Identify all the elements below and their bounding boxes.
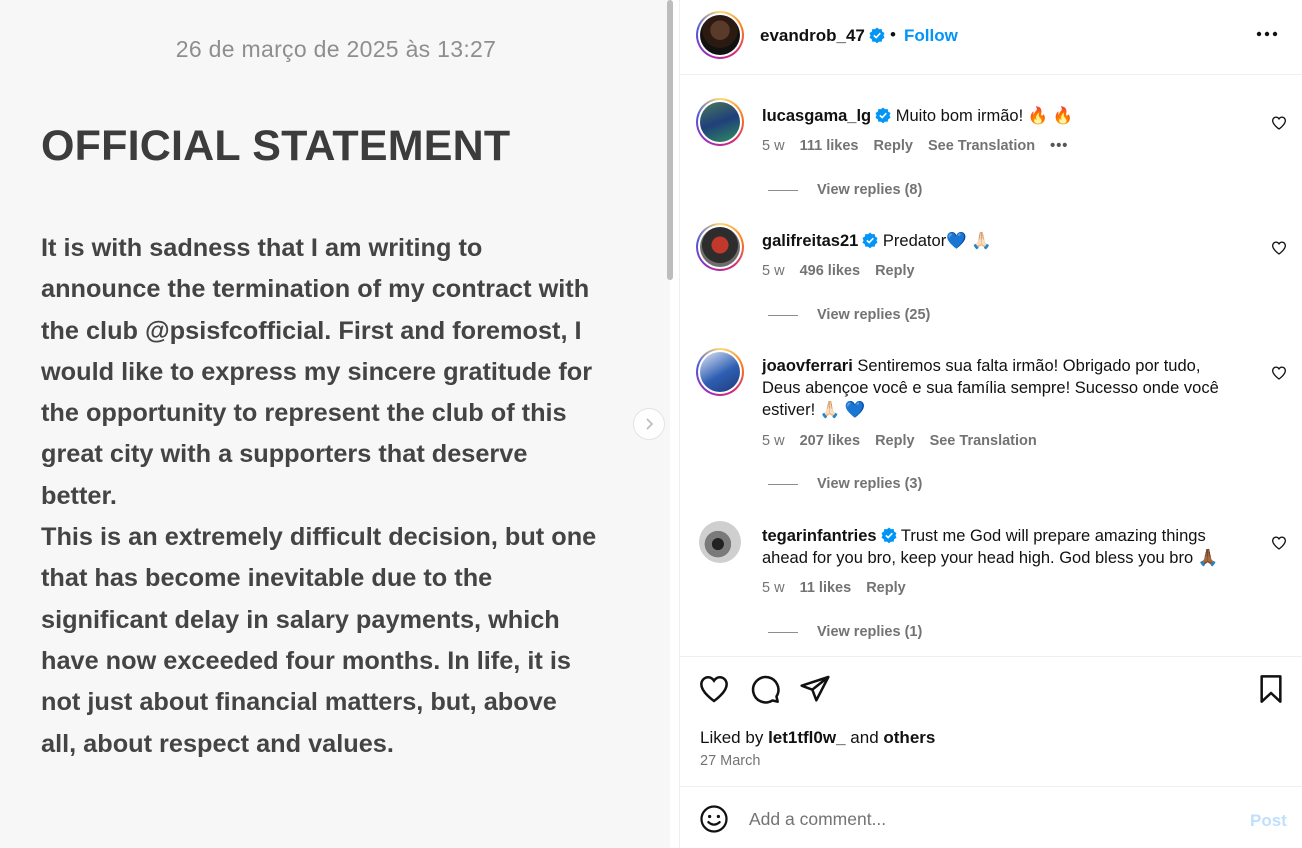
comment-body: Predator💙 🙏🏻: [882, 232, 992, 250]
author-username-link[interactable]: [760, 26, 885, 46]
comment-age: 5 w: [762, 433, 785, 449]
view-replies-label: View replies (1): [817, 624, 923, 640]
header-separator: •: [890, 25, 896, 44]
post-date[interactable]: 27 March: [700, 753, 761, 769]
liked-by-prefix: Liked by: [700, 728, 764, 747]
comment-likes[interactable]: 11 likes: [799, 580, 852, 596]
post-side-panel: [679, 0, 1302, 848]
comment-likes[interactable]: 207 likes: [799, 433, 861, 449]
view-replies-button[interactable]: [768, 182, 922, 198]
reply-button[interactable]: Reply: [873, 138, 913, 154]
save-bookmark-icon[interactable]: [1255, 673, 1287, 705]
view-replies-label: View replies (25): [817, 307, 931, 323]
liked-by-others[interactable]: others: [883, 728, 936, 747]
post-header: [680, 0, 1302, 75]
author-avatar[interactable]: [696, 11, 744, 59]
like-comment-heart-icon[interactable]: [1271, 115, 1287, 131]
comment-text: [762, 525, 1242, 569]
commenter-avatar[interactable]: [696, 348, 744, 396]
like-heart-icon[interactable]: [698, 673, 730, 705]
comment-meta: [762, 263, 915, 279]
emoji-smiley-icon[interactable]: [699, 804, 729, 834]
comment-likes[interactable]: 111 likes: [799, 138, 859, 154]
view-replies-button[interactable]: [768, 476, 922, 492]
next-slide-button[interactable]: [633, 408, 665, 440]
comment-meta: [762, 580, 906, 596]
comment-meta: [762, 433, 1037, 449]
like-comment-heart-icon[interactable]: [1271, 240, 1287, 256]
media-scrollbar[interactable]: [667, 0, 673, 280]
statement-heading: OFFICIAL STATEMENT: [41, 122, 511, 170]
replies-divider: [768, 190, 798, 191]
view-replies-button[interactable]: [768, 307, 930, 323]
liked-by-line: [700, 728, 935, 748]
replies-divider: [768, 315, 798, 316]
comment-body: Sentiremos sua falta irmão! Obrigado por tudo, Deus abençoe você e sua família sempre! Sucesso onde você estiver! 🙏🏻 💙: [762, 357, 1219, 419]
replies-divider: [768, 484, 798, 485]
statement-body: [41, 228, 641, 765]
reply-button[interactable]: Reply: [875, 263, 915, 279]
comment-text: [762, 230, 1242, 252]
see-translation-button[interactable]: See Translation: [927, 138, 1036, 154]
add-comment-input[interactable]: [749, 805, 1199, 833]
verified-badge-icon: [881, 527, 897, 543]
reply-button[interactable]: Reply: [875, 433, 915, 449]
comment-age: 5 w: [762, 263, 785, 279]
liked-by-user[interactable]: let1tfl0w_: [768, 728, 846, 747]
chevron-right-icon: [642, 417, 656, 431]
see-translation-button[interactable]: See Translation: [929, 433, 1037, 449]
commenter-avatar[interactable]: [699, 521, 741, 563]
commenter-avatar[interactable]: [696, 98, 744, 146]
verified-badge-icon: [862, 232, 878, 248]
post-actions: [680, 656, 1302, 786]
commenter-username[interactable]: lucasgama_lg: [762, 107, 872, 125]
more-options-icon[interactable]: [1252, 22, 1282, 46]
comment-age: 5 w: [762, 580, 785, 596]
comment-options-icon[interactable]: •••: [1050, 138, 1069, 154]
statement-paragraph-2: This is an extremely difficult decision, but one that has become inevitable due to the significant delay in salary payments, which have now exceeded four months. In life, it is not just about financial matters, but, above all, about respect and values.: [41, 523, 597, 758]
commenter-username[interactable]: galifreitas21: [762, 232, 859, 250]
statement-paragraph-1: It is with sadness that I am writing to announce the termination of my contract with the club @psisfcofficial. First and foremost, I would like to express my sincere gratitude for the opportunity to represent the club of this great city with a supporters that deserve better.: [41, 234, 593, 510]
comment-body: Trust me God will prepare amazing things ahead for you bro, keep your head high. God bless you bro 🙏🏾: [762, 527, 1219, 567]
verified-badge-icon: [869, 27, 885, 43]
post-comment-button[interactable]: Post: [1250, 811, 1287, 830]
reply-button[interactable]: Reply: [866, 580, 906, 596]
comment-composer: [680, 786, 1302, 848]
comment-meta: [762, 138, 1068, 154]
statement-date: 26 de março de 2025 às 13:27: [175, 36, 497, 62]
follow-button[interactable]: Follow: [904, 26, 958, 45]
comment-age: 5 w: [762, 138, 785, 154]
verified-badge-icon: [875, 107, 891, 123]
view-replies-label: View replies (8): [817, 182, 923, 198]
comment-body: Muito bom irmão! 🔥 🔥: [895, 107, 1074, 125]
commenter-avatar[interactable]: [696, 223, 744, 271]
like-comment-heart-icon[interactable]: [1271, 365, 1287, 381]
view-replies-label: View replies (3): [817, 476, 923, 492]
comment-text: [762, 105, 1242, 127]
commenter-username[interactable]: joaovferrari: [762, 357, 853, 375]
view-replies-button[interactable]: [768, 624, 922, 640]
commenter-username[interactable]: tegarinfantries: [762, 527, 877, 545]
like-comment-heart-icon[interactable]: [1271, 535, 1287, 551]
share-paper-plane-icon[interactable]: [799, 673, 831, 705]
comment-bubble-icon[interactable]: [749, 673, 781, 705]
comment-likes[interactable]: 496 likes: [799, 263, 861, 279]
comment-text: [762, 355, 1242, 421]
replies-divider: [768, 632, 798, 633]
author-username: evandrob_47: [760, 26, 865, 45]
liked-by-and: and: [850, 728, 879, 747]
